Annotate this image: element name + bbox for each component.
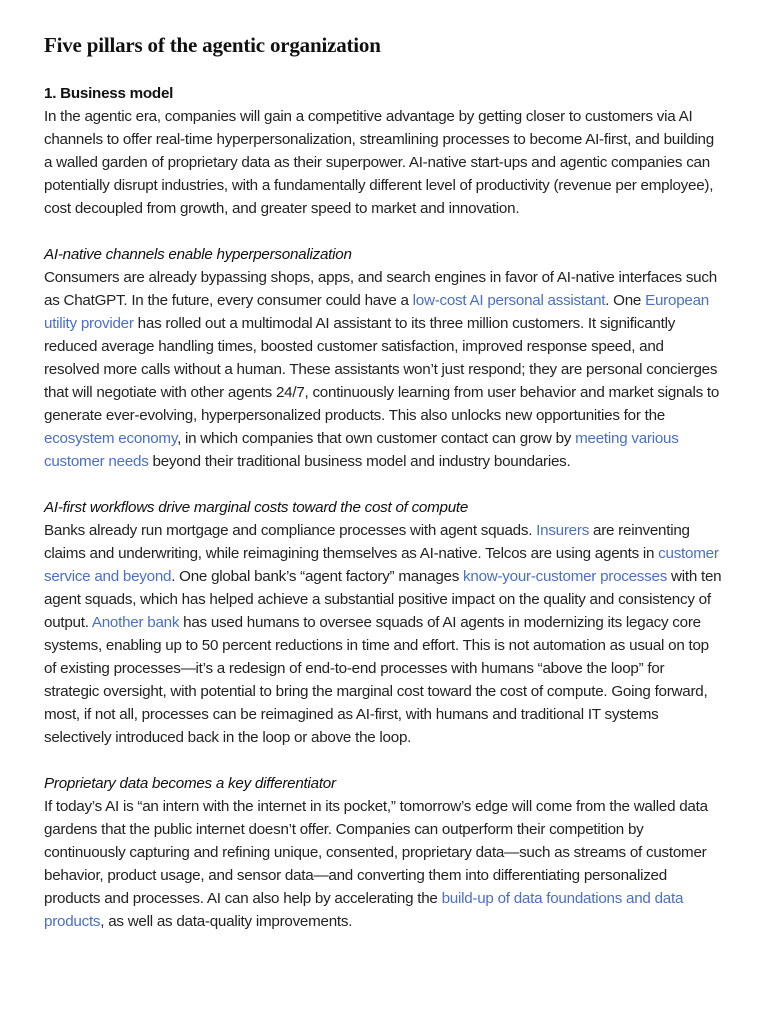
subsection-heading: Proprietary data becomes a key differentiator [44,775,336,792]
text-run: beyond their traditional business model and industry boundaries. [148,453,571,470]
section-paragraph [44,519,722,749]
subsection-heading: AI-native channels enable hyperpersonalization [44,246,352,263]
link-another-bank[interactable]: Another bank [91,614,180,631]
section-heading: 1. Business model [44,85,174,102]
link-low-cost-ai-assistant[interactable]: low-cost AI personal assistant [412,292,606,309]
text-run: with ten agent squads, which has helped achieve a substantial positive impact on the quality and consistency of output. [44,568,722,631]
section-ai-first-workflows [44,496,722,749]
section-paragraph: In the agentic era, companies will gain a competitive advantage by getting closer to customers via AI channels to offer real-time hyperpersonalization, streamlining processes to become AI-first, and building a walled garden of proprietary data as their superpower. AI-native start-ups and agentic companies can potentially disrupt industries, with a fundamentally different level of productivity (revenue per employee), cost decoupled from growth, and greater speed to market and innovation. [44,108,714,217]
text-run: Consumers are already bypassing shops, apps, and search engines in favor of AI-native interfaces such as ChatGPT. In the future, every consumer could have a [44,269,717,309]
text-run: has used humans to oversee squads of AI agents in modernizing its legacy core systems, enabling up to 50 percent reductions in time and effort. This is not automation as usual on top of existing processes—it’s a redesign of end-to-end processes with humans “above the loop” for strategic oversight, with potential to bring the marginal cost toward the cost of compute. Going forward, most, if not all, processes can be reimagined as AI-first, with humans and traditional IT systems selectively introduced back in the loop or above the loop. [44,614,709,746]
text-run: , in which companies that own customer contact can grow by [177,430,576,447]
link-european-utility-provider[interactable]: European utility provider [44,292,709,332]
text-run: are reinventing claims and underwriting, while reimagining themselves as AI-native. Telcos are using agents in [44,522,690,562]
link-kyc-processes[interactable]: know-your-customer processes [463,568,668,585]
text-run: . One [605,292,646,309]
section-paragraph [44,266,722,473]
section-business-model [44,82,722,220]
article-title: Five pillars of the agentic organization [44,33,381,57]
link-insurers[interactable]: Insurers [536,522,590,539]
section-ai-native-channels [44,243,722,473]
subsection-heading: AI-first workflows drive marginal costs toward the cost of compute [44,499,469,516]
text-run: , as well as data-quality improvements. [100,913,353,930]
text-run: If today’s AI is “an intern with the internet in its pocket,” tomorrow’s edge will come from the walled data gardens that the public internet doesn’t offer. Companies can outperform their competition by continuously capturing and refining unique, consented, proprietary data—such as streams of customer behavior, product usage, and sensor data—and converting them into differentiating personalized products and processes. AI can also help by accelerating the [44,798,708,907]
link-meeting-customer-needs[interactable]: meeting various customer needs [44,430,679,470]
text-run: has rolled out a multimodal AI assistant to its three million customers. It significantly reduced average handling times, boosted customer satisfaction, improved response speed, and resolved more calls without a human. These assistants won’t just respond; they are personal concierges that will negotiate with other agents 24/7, continuously learning from user behavior and market signals to generate ever-evolving, hyperpersonalized products. This also unlocks new opportunities for the [44,315,720,424]
link-data-foundations[interactable]: build-up of data foundations and data products [44,890,684,930]
link-customer-service-and-beyond[interactable]: customer service and beyond [44,545,719,585]
link-ecosystem-economy[interactable]: ecosystem economy [44,430,178,447]
text-run: Banks already run mortgage and compliance processes with agent squads. [44,522,537,539]
section-proprietary-data [44,772,722,933]
section-paragraph [44,795,722,933]
text-run: . One global bank’s “agent factory” manages [171,568,464,585]
